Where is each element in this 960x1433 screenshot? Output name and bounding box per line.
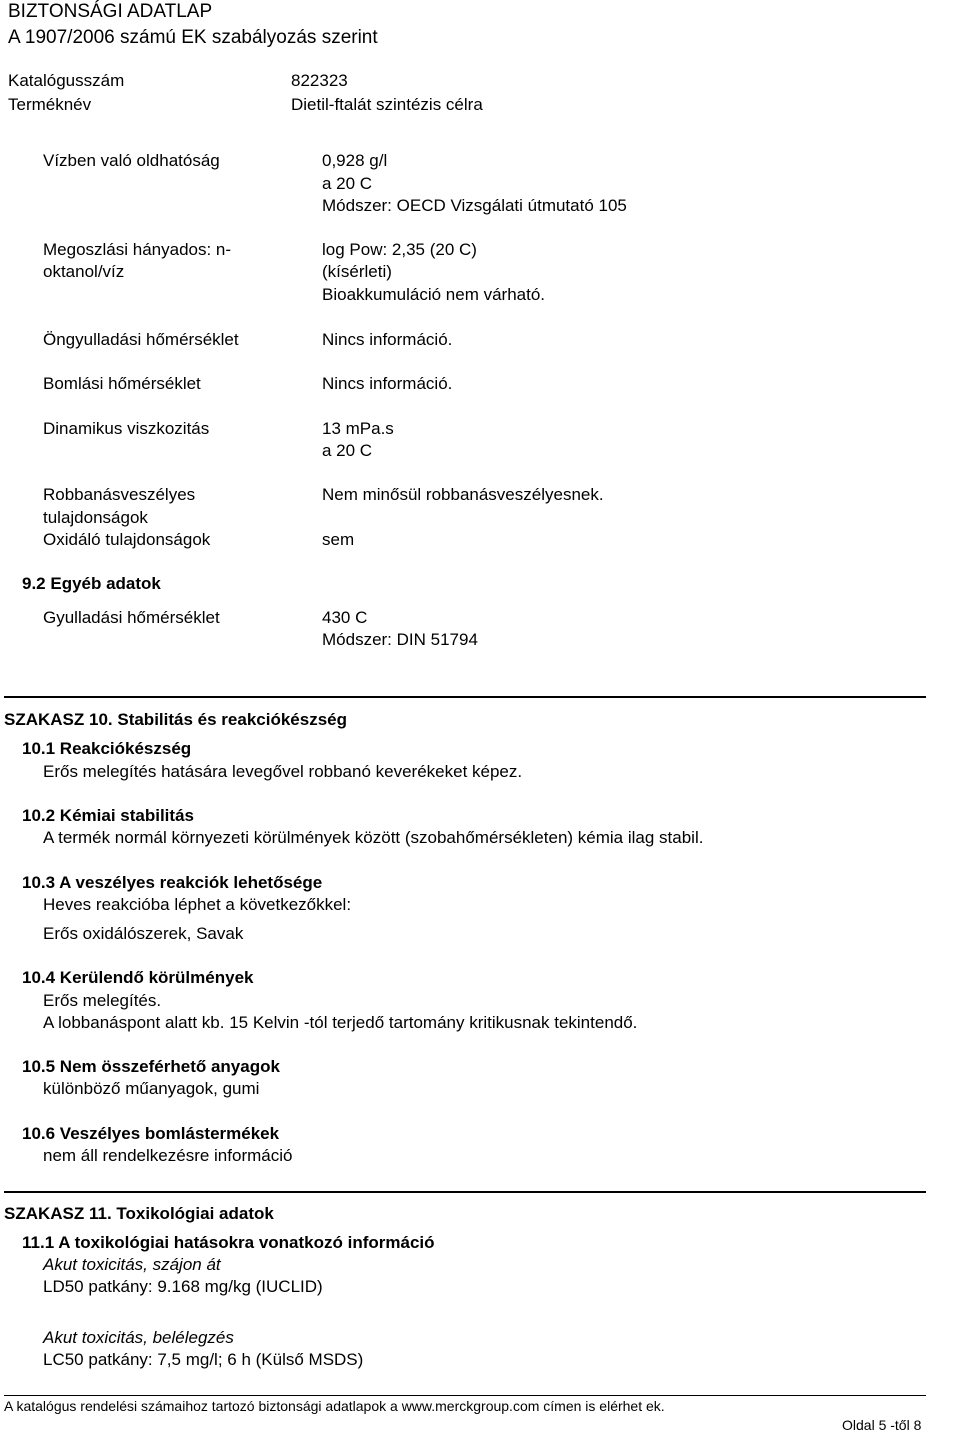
property-label: Bomlási hőmérséklet	[43, 374, 201, 393]
subsection-text: Heves reakcióba léphet a következőkkel:	[43, 895, 352, 914]
subsection-text: különböző műanyagok, gumi	[43, 1079, 260, 1098]
property-label: tulajdonságok	[43, 508, 148, 527]
toxicity-title: Akut toxicitás, belélegzés	[43, 1328, 234, 1347]
property-label: Vízben való oldhatóság	[43, 151, 220, 170]
property-value: a 20 C	[322, 441, 373, 460]
property-label: Robbanásveszélyes	[43, 485, 196, 504]
property-value: log Pow: 2,35 (20 C)	[322, 240, 477, 259]
property-value: Bioakkumuláció nem várható.	[322, 285, 546, 304]
property-value: Nincs információ.	[322, 374, 453, 393]
subsection-heading: 11.1 A toxikológiai hatásokra vonatkozó információ	[22, 1233, 435, 1252]
subsection-heading: 10.4 Kerülendő körülmények	[22, 968, 254, 987]
property-value: Nincs információ.	[322, 330, 453, 349]
subsection-heading: 9.2 Egyéb adatok	[22, 574, 161, 593]
section-heading: SZAKASZ 11. Toxikológiai adatok	[4, 1204, 274, 1223]
property-label: Öngyulladási hőmérséklet	[43, 330, 239, 349]
property-value: 0,928 g/l	[322, 151, 388, 170]
property-value: Módszer: DIN 51794	[322, 630, 478, 649]
product-name: Dietil-ftalát szintézis célra	[291, 95, 483, 114]
property-label: oktanol/víz	[43, 262, 125, 281]
page-number: Oldal 5 -től 8	[842, 1417, 922, 1433]
property-value: Módszer: OECD Vizsgálati útmutató 105	[322, 196, 627, 215]
property-label: Megoszlási hányados: n-	[43, 240, 232, 259]
property-value: 430 C	[322, 608, 368, 627]
subsection-text: Erős melegítés hatására levegővel robbanó keverékeket képez.	[43, 762, 523, 781]
property-value: sem	[322, 530, 355, 549]
subsection-heading: 10.1 Reakciókészség	[22, 739, 192, 758]
regulation-line: A 1907/2006 számú EK szabályozás szerint	[8, 27, 378, 48]
subsection-text: Erős melegítés.	[43, 991, 162, 1010]
property-label: Dinamikus viszkozitás	[43, 419, 210, 438]
toxicity-value: LC50 patkány: 7,5 mg/l; 6 h (Külső MSDS)	[43, 1350, 364, 1369]
section-divider	[4, 696, 926, 698]
section-heading: SZAKASZ 10. Stabilitás és reakciókészség	[4, 710, 347, 729]
section-divider	[4, 1191, 926, 1193]
property-value: (kísérleti)	[322, 262, 392, 281]
subsection-heading: 10.2 Kémiai stabilitás	[22, 806, 194, 825]
property-value: 13 mPa.s	[322, 419, 394, 438]
subsection-heading: 10.6 Veszélyes bomlástermékek	[22, 1124, 280, 1143]
toxicity-title: Akut toxicitás, szájon át	[43, 1255, 221, 1274]
footer-note: A katalógus rendelési számaihoz tartozó biztonsági adatlapok a www.merckgroup.com címen is elérhet ek.	[4, 1398, 665, 1414]
property-label: Oxidáló tulajdonságok	[43, 530, 211, 549]
product-label: Terméknév	[8, 95, 92, 114]
subsection-heading: 10.5 Nem összeférhető anyagok	[22, 1057, 280, 1076]
subsection-text: A termék normál környezeti körülmények között (szobahőmérsékleten) kémia ilag stabil.	[43, 828, 704, 847]
toxicity-value: LD50 patkány: 9.168 mg/kg (IUCLID)	[43, 1277, 323, 1296]
document-title: BIZTONSÁGI ADATLAP	[8, 1, 213, 22]
subsection-text: A lobbanáspont alatt kb. 15 Kelvin -tól terjedő tartomány kritikusnak tekintendő.	[43, 1013, 638, 1032]
property-value: a 20 C	[322, 174, 373, 193]
subsection-heading: 10.3 A veszélyes reakciók lehetősége	[22, 873, 323, 892]
property-label: Gyulladási hőmérséklet	[43, 608, 220, 627]
footer-divider	[4, 1395, 926, 1396]
property-value: Nem minősül robbanásveszélyesnek.	[322, 485, 604, 504]
subsection-text: nem áll rendelkezésre információ	[43, 1146, 293, 1165]
catalog-number: 822323	[291, 71, 348, 90]
catalog-label: Katalógusszám	[8, 71, 125, 90]
subsection-text: Erős oxidálószerek, Savak	[43, 924, 244, 943]
